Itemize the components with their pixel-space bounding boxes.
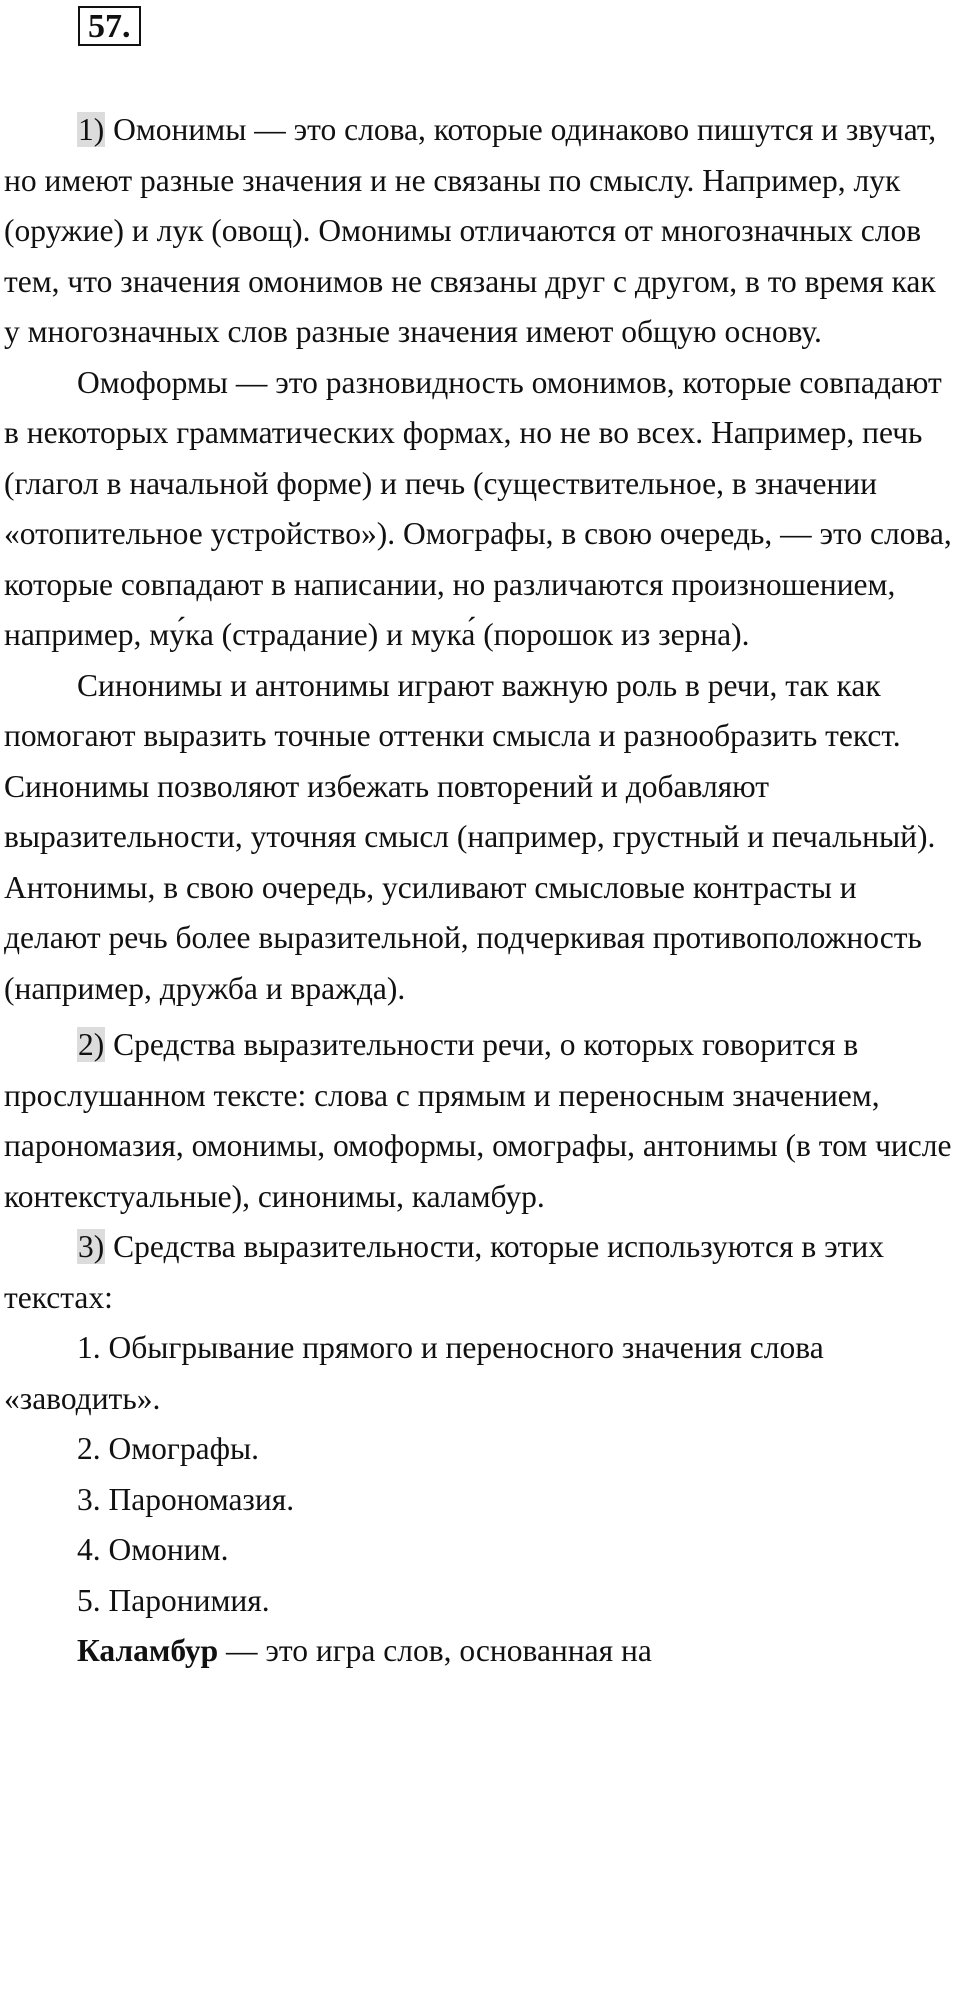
paragraph-means-used bbox=[4, 1222, 954, 1323]
paragraph-homoforms: Омоформы — это разновидность омонимов, которые совпадают в некоторых грамматических формах, но не во всех. Например, печь (глагол в начальной форме) и печь (существительное, в значении «отопительное устройство»). Омографы, в свою очередь, — это слова, которые совпадают в написании, но различаются произношением, например, му́ка (страдание) и мука́ (порошок из зерна). bbox=[4, 364, 952, 652]
means-listed-text: Средства выразительности речи, о которых говорится в прослушанном тексте: слова с прямым и переносным значением, парономазия, омонимы, омоформы, омографы, антонимы (в том числе контекстуальные), синонимы, каламбур. bbox=[4, 1027, 952, 1214]
list-item: 5. Паронимия. bbox=[77, 1582, 270, 1618]
paragraph-homonyms bbox=[4, 105, 954, 358]
list-item: 3. Парономазия. bbox=[77, 1481, 295, 1517]
homonyms-text: Омонимы — это слова, которые одинаково пишутся и звучат, но имеют разные значения и не связаны по смыслу. Например, лук (оружие) и лук (овощ). Омонимы отличаются от многозначных слов тем, что значения омонимов не связаны друг с другом, в то время как у многозначных слов разные значения имеют общую основу. bbox=[4, 112, 937, 349]
definition-text: — это игра слов, основанная на bbox=[218, 1633, 652, 1668]
item-marker-2: 2) bbox=[78, 1027, 105, 1062]
list-item: 2. Омографы. bbox=[77, 1431, 260, 1466]
definition-pun bbox=[4, 1626, 954, 1677]
item-marker-3: 3) bbox=[78, 1229, 105, 1264]
term-pun: Каламбур bbox=[77, 1633, 219, 1668]
means-used-text: Средства выразительности, которые используются в этих текстах: bbox=[4, 1229, 884, 1315]
list-item: 4. Омоним. bbox=[77, 1532, 229, 1567]
task-number: 57. bbox=[78, 6, 141, 46]
paragraph-synonyms-antonyms: Синонимы и антонимы играют важную роль в речи, так как помогают выразить точные оттенки смысла и разнообразить текст. Синонимы позволяют избежать повторений и добавляют выразительности, уточняя смысл (например, грустный и печальный). Антонимы, в свою очередь, усиливают смысловые контрасты и делают речь более выразительной, подчеркивая противоположность (например, дружба и вражда). bbox=[4, 667, 936, 1006]
paragraph-means-listed bbox=[4, 1020, 954, 1222]
item-marker-1: 1) bbox=[78, 112, 105, 147]
list-item: 1. Обыгрывание прямого и переносного значения слова «заводить». bbox=[4, 1330, 824, 1416]
answer-text bbox=[4, 105, 954, 1677]
